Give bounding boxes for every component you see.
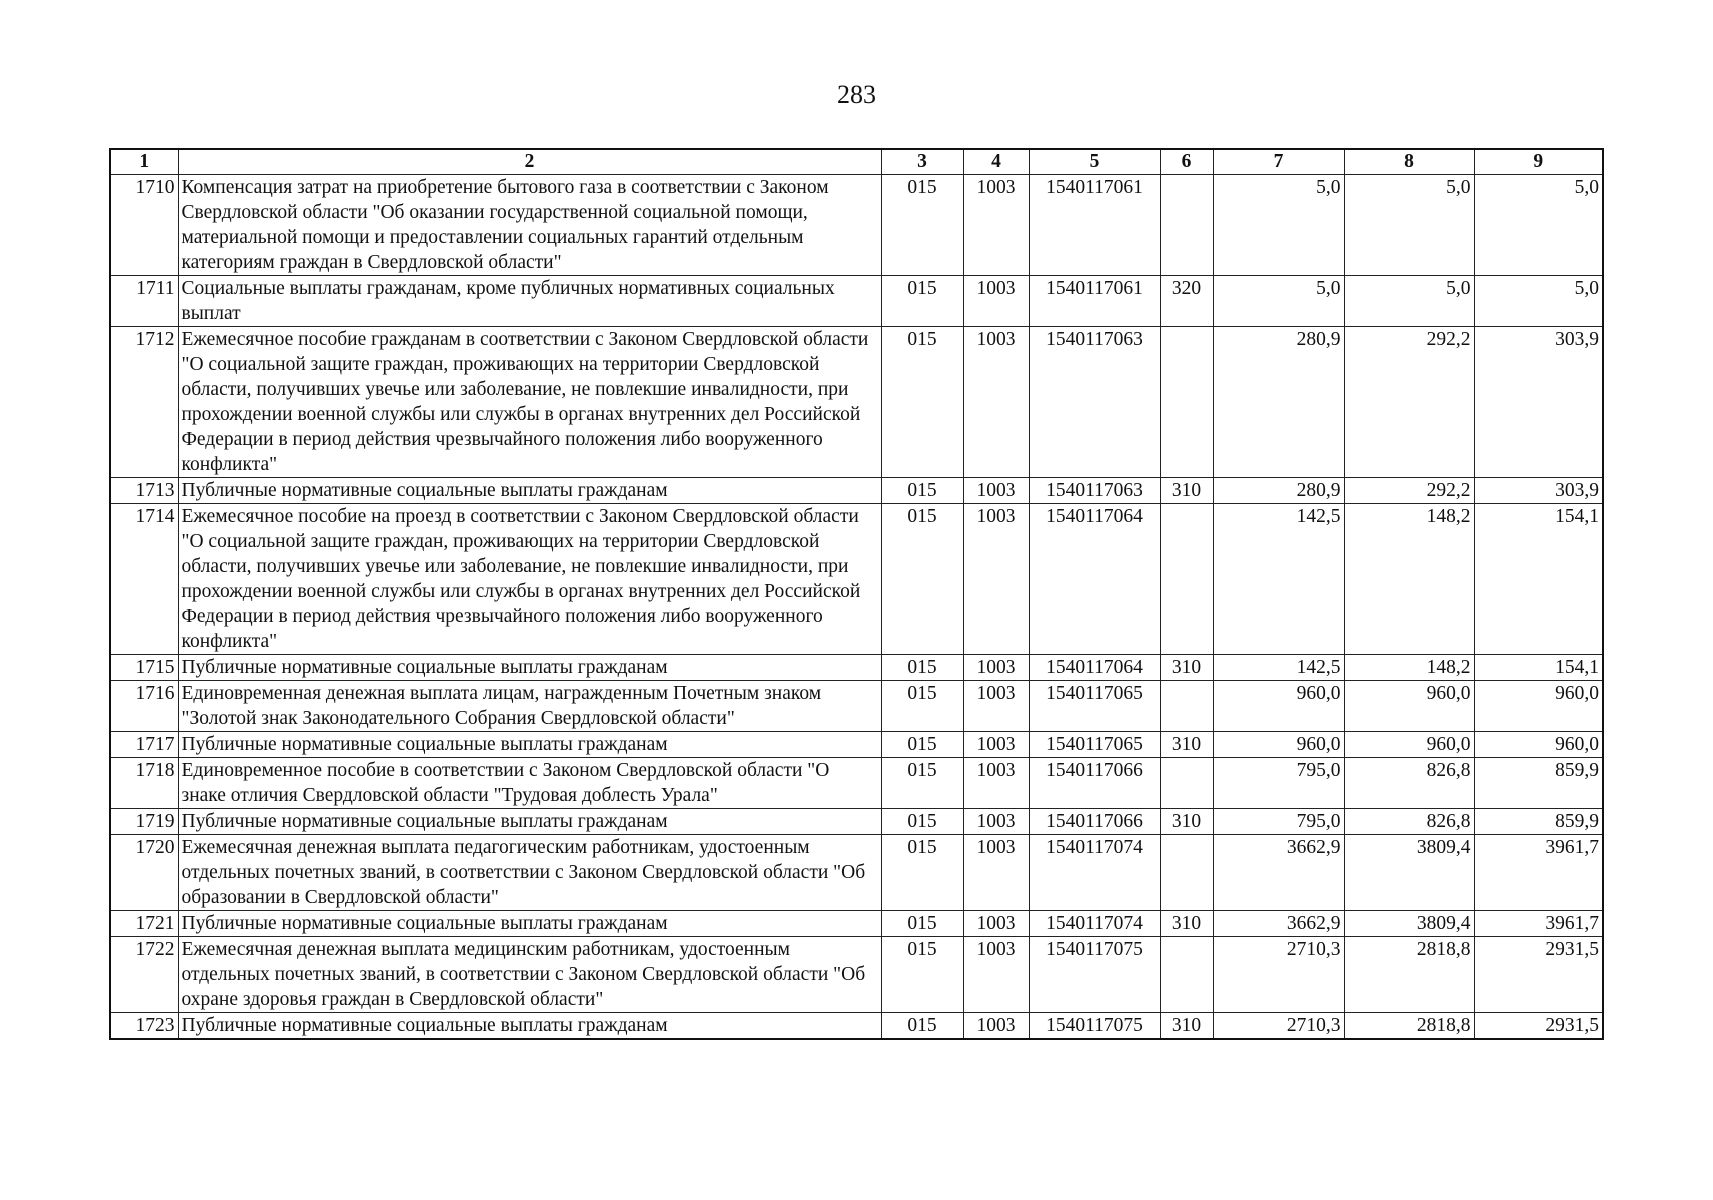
row-amount-8: 826,8	[1344, 758, 1474, 809]
row-code-6	[1160, 327, 1213, 478]
row-amount-7: 3662,9	[1213, 911, 1344, 937]
row-code-3: 015	[881, 835, 963, 911]
row-code-3: 015	[881, 478, 963, 504]
row-code-6	[1160, 937, 1213, 1013]
column-header-4: 4	[963, 149, 1029, 175]
row-code-6: 310	[1160, 809, 1213, 835]
row-code-5: 1540117064	[1029, 504, 1160, 655]
row-code-4: 1003	[963, 655, 1029, 681]
row-amount-9: 960,0	[1474, 681, 1603, 732]
row-amount-9: 5,0	[1474, 276, 1603, 327]
row-amount-7: 142,5	[1213, 655, 1344, 681]
row-code-6	[1160, 504, 1213, 655]
table-row	[110, 655, 1603, 681]
row-amount-7: 795,0	[1213, 809, 1344, 835]
row-amount-8: 826,8	[1344, 809, 1474, 835]
row-code-6	[1160, 758, 1213, 809]
row-amount-9: 5,0	[1474, 175, 1603, 276]
row-code-6: 310	[1160, 478, 1213, 504]
row-amount-8: 2818,8	[1344, 1013, 1474, 1040]
row-amount-8: 5,0	[1344, 175, 1474, 276]
row-description: Публичные нормативные социальные выплаты гражданам	[178, 732, 881, 758]
row-code-4: 1003	[963, 504, 1029, 655]
row-code-3: 015	[881, 937, 963, 1013]
row-number: 1714	[110, 504, 178, 655]
row-amount-9: 154,1	[1474, 655, 1603, 681]
row-amount-7: 2710,3	[1213, 1013, 1344, 1040]
row-code-5: 1540117065	[1029, 732, 1160, 758]
row-amount-9: 859,9	[1474, 809, 1603, 835]
row-description: Публичные нормативные социальные выплаты гражданам	[178, 911, 881, 937]
row-description: Единовременное пособие в соответствии с Законом Свердловской области "О знаке отличия Свердловской области "Трудовая доблесть Урала"	[178, 758, 881, 809]
row-amount-9: 3961,7	[1474, 835, 1603, 911]
row-amount-7: 2710,3	[1213, 937, 1344, 1013]
row-code-4: 1003	[963, 1013, 1029, 1040]
row-code-4: 1003	[963, 911, 1029, 937]
row-code-5: 1540117061	[1029, 276, 1160, 327]
column-header-1: 1	[110, 149, 178, 175]
row-code-5: 1540117063	[1029, 327, 1160, 478]
table-row	[110, 911, 1603, 937]
row-code-3: 015	[881, 655, 963, 681]
table-row	[110, 758, 1603, 809]
row-number: 1711	[110, 276, 178, 327]
row-code-3: 015	[881, 327, 963, 478]
row-amount-7: 960,0	[1213, 681, 1344, 732]
row-amount-9: 303,9	[1474, 327, 1603, 478]
row-number: 1710	[110, 175, 178, 276]
row-description: Ежемесячная денежная выплата медицинским работникам, удостоенным отдельных почетных званий, в соответствии с Законом Свердловской области "Об охране здоровья граждан в Свердловской области"	[178, 937, 881, 1013]
table-row	[110, 478, 1603, 504]
row-amount-8: 960,0	[1344, 732, 1474, 758]
row-code-3: 015	[881, 1013, 963, 1040]
row-description: Публичные нормативные социальные выплаты гражданам	[178, 809, 881, 835]
row-code-4: 1003	[963, 758, 1029, 809]
row-code-3: 015	[881, 276, 963, 327]
row-code-3: 015	[881, 681, 963, 732]
row-code-4: 1003	[963, 327, 1029, 478]
row-code-5: 1540117075	[1029, 937, 1160, 1013]
row-code-6: 310	[1160, 1013, 1213, 1040]
table-row	[110, 276, 1603, 327]
budget-table	[109, 148, 1604, 1040]
row-code-4: 1003	[963, 835, 1029, 911]
row-code-6: 310	[1160, 911, 1213, 937]
row-description: Ежемесячное пособие гражданам в соответствии с Законом Свердловской области "О социальной защите граждан, проживающих на территории Свердловской области, получивших увечье или заболевание, не повлекшие инвалидности, при прохождении военной службы или службы в органах внутренних дел Российской Федерации в период действия чрезвычайного положения либо вооруженного конфликта"	[178, 327, 881, 478]
table-row	[110, 681, 1603, 732]
row-code-5: 1540117064	[1029, 655, 1160, 681]
row-code-6: 310	[1160, 655, 1213, 681]
column-header-7: 7	[1213, 149, 1344, 175]
row-amount-9: 3961,7	[1474, 911, 1603, 937]
row-amount-9: 2931,5	[1474, 1013, 1603, 1040]
row-code-4: 1003	[963, 478, 1029, 504]
row-number: 1716	[110, 681, 178, 732]
row-code-4: 1003	[963, 809, 1029, 835]
row-amount-9: 960,0	[1474, 732, 1603, 758]
row-code-5: 1540117075	[1029, 1013, 1160, 1040]
row-code-3: 015	[881, 911, 963, 937]
row-amount-8: 3809,4	[1344, 911, 1474, 937]
row-description: Единовременная денежная выплата лицам, награжденным Почетным знаком "Золотой знак Законодательного Собрания Свердловской области"	[178, 681, 881, 732]
row-amount-7: 795,0	[1213, 758, 1344, 809]
column-header-2: 2	[178, 149, 881, 175]
row-code-6: 320	[1160, 276, 1213, 327]
column-header-6: 6	[1160, 149, 1213, 175]
row-amount-7: 3662,9	[1213, 835, 1344, 911]
row-amount-9: 303,9	[1474, 478, 1603, 504]
row-amount-7: 5,0	[1213, 276, 1344, 327]
row-code-3: 015	[881, 758, 963, 809]
table-row	[110, 732, 1603, 758]
row-number: 1717	[110, 732, 178, 758]
row-code-5: 1540117066	[1029, 809, 1160, 835]
row-description: Ежемесячное пособие на проезд в соответствии с Законом Свердловской области "О социальной защите граждан, проживающих на территории Свердловской области, получивших увечье или заболевание, не повлекшие инвалидности, при прохождении военной службы или службы в органах внутренних дел Российской Федерации в период действия чрезвычайного положения либо вооруженного конфликта"	[178, 504, 881, 655]
column-header-5: 5	[1029, 149, 1160, 175]
row-number: 1718	[110, 758, 178, 809]
row-code-5: 1540117074	[1029, 911, 1160, 937]
row-number: 1720	[110, 835, 178, 911]
row-amount-8: 960,0	[1344, 681, 1474, 732]
table-row	[110, 504, 1603, 655]
row-amount-8: 5,0	[1344, 276, 1474, 327]
row-code-6	[1160, 835, 1213, 911]
row-amount-9: 859,9	[1474, 758, 1603, 809]
row-number: 1721	[110, 911, 178, 937]
header-row	[110, 149, 1603, 175]
table-body	[110, 175, 1603, 1040]
row-code-5: 1540117066	[1029, 758, 1160, 809]
row-number: 1723	[110, 1013, 178, 1040]
row-description: Социальные выплаты гражданам, кроме публичных нормативных социальных выплат	[178, 276, 881, 327]
row-amount-7: 280,9	[1213, 478, 1344, 504]
table-row	[110, 175, 1603, 276]
row-amount-8: 292,2	[1344, 327, 1474, 478]
table-row	[110, 1013, 1603, 1040]
row-description: Публичные нормативные социальные выплаты гражданам	[178, 1013, 881, 1040]
row-number: 1713	[110, 478, 178, 504]
row-code-5: 1540117061	[1029, 175, 1160, 276]
row-code-3: 015	[881, 809, 963, 835]
row-code-6: 310	[1160, 732, 1213, 758]
table-row	[110, 937, 1603, 1013]
row-code-4: 1003	[963, 732, 1029, 758]
row-code-5: 1540117074	[1029, 835, 1160, 911]
table-row	[110, 809, 1603, 835]
row-code-4: 1003	[963, 681, 1029, 732]
row-code-3: 015	[881, 732, 963, 758]
row-code-5: 1540117063	[1029, 478, 1160, 504]
row-amount-9: 2931,5	[1474, 937, 1603, 1013]
row-description: Публичные нормативные социальные выплаты гражданам	[178, 478, 881, 504]
row-amount-8: 2818,8	[1344, 937, 1474, 1013]
row-code-6	[1160, 681, 1213, 732]
row-amount-8: 3809,4	[1344, 835, 1474, 911]
row-code-3: 015	[881, 504, 963, 655]
column-header-3: 3	[881, 149, 963, 175]
row-code-4: 1003	[963, 937, 1029, 1013]
row-amount-7: 960,0	[1213, 732, 1344, 758]
row-amount-8: 148,2	[1344, 655, 1474, 681]
row-amount-8: 148,2	[1344, 504, 1474, 655]
row-amount-7: 5,0	[1213, 175, 1344, 276]
row-amount-7: 142,5	[1213, 504, 1344, 655]
row-description: Ежемесячная денежная выплата педагогическим работникам, удостоенным отдельных почетных званий, в соответствии с Законом Свердловской области "Об образовании в Свердловской области"	[178, 835, 881, 911]
row-description: Публичные нормативные социальные выплаты гражданам	[178, 655, 881, 681]
row-number: 1715	[110, 655, 178, 681]
row-code-4: 1003	[963, 276, 1029, 327]
page-number: 283	[837, 80, 876, 109]
row-code-5: 1540117065	[1029, 681, 1160, 732]
row-number: 1712	[110, 327, 178, 478]
column-header-9: 9	[1474, 149, 1603, 175]
row-code-4: 1003	[963, 175, 1029, 276]
table-row	[110, 327, 1603, 478]
row-description: Компенсация затрат на приобретение бытового газа в соответствии с Законом Свердловской области "Об оказании государственной социальной помощи, материальной помощи и предоставлении социальных гарантий отдельным категориям граждан в Свердловской области"	[178, 175, 881, 276]
row-amount-8: 292,2	[1344, 478, 1474, 504]
column-header-8: 8	[1344, 149, 1474, 175]
table-row	[110, 835, 1603, 911]
row-code-6	[1160, 175, 1213, 276]
row-number: 1722	[110, 937, 178, 1013]
row-amount-9: 154,1	[1474, 504, 1603, 655]
row-amount-7: 280,9	[1213, 327, 1344, 478]
row-number: 1719	[110, 809, 178, 835]
row-code-3: 015	[881, 175, 963, 276]
